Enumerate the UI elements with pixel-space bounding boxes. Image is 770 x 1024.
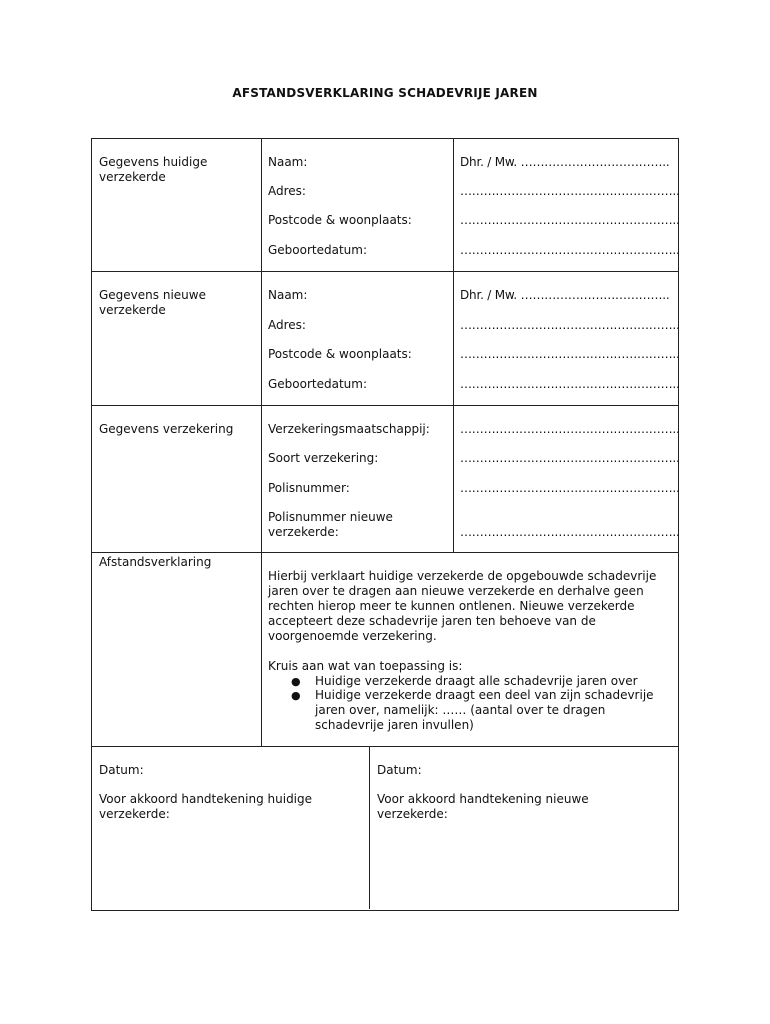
field-value-polisnummer[interactable]: ……………………………………………….. [460, 481, 680, 495]
page-title: AFSTANDSVERKLARING SCHADEVRIJE JAREN [232, 86, 538, 100]
section-heading-huidige: Gegevens huidige verzekerde [99, 155, 208, 184]
section-heading-afstand: Afstandsverklaring [99, 555, 212, 569]
row-divider [92, 746, 678, 747]
field-value-geboortedatum[interactable]: ……………………………………………….. [460, 377, 680, 391]
field-label-polisnummer-nieuw: Polisnummer nieuwe verzekerde: [268, 510, 393, 539]
choose-instruction: Kruis aan wat van toepassing is: [268, 659, 463, 673]
field-value-maatschappij[interactable]: ……………………………………………….. [460, 422, 680, 436]
field-value-geboortedatum[interactable]: ……………………………………………….. [460, 243, 680, 257]
field-value-postcode[interactable]: ……………………………………………….. [460, 347, 680, 361]
declaration-paragraph: Hierbij verklaart huidige verzekerde de opgebouwde schadevrije jaren over te dragen aan nieuwe verzekerde en derhalve geen rechten hierop meer te kunnen ontlenen. Nieuwe verzekerde accepteert deze schadevrije jaren ten behoeve van de voorgenoemde verzekering. [268, 569, 657, 643]
signature-left-label[interactable]: Voor akkoord handtekening huidige verzekerde: [99, 792, 313, 821]
field-label-geboortedatum: Geboortedatum: [268, 243, 368, 257]
option-all-years[interactable]: Huidige verzekerde draagt alle schadevrije jaren over [315, 674, 638, 688]
field-label-adres: Adres: [268, 184, 306, 198]
field-label-maatschappij: Verzekeringsmaatschappij: [268, 422, 430, 436]
field-value-naam[interactable]: Dhr. / Mw. ……………………………….. [460, 288, 670, 302]
bullet-icon: ● [291, 689, 301, 702]
row-divider [92, 552, 678, 553]
field-value-naam[interactable]: Dhr. / Mw. ……………………………….. [460, 155, 670, 169]
section-heading-nieuwe: Gegevens nieuwe verzekerde [99, 288, 206, 317]
field-value-adres[interactable]: ……………………………………………….. [460, 318, 680, 332]
section-heading-verzekering: Gegevens verzekering [99, 422, 234, 436]
field-value-adres[interactable]: ……………………………………………….. [460, 184, 680, 198]
signature-left-date[interactable]: Datum: [99, 763, 144, 777]
field-label-adres: Adres: [268, 318, 306, 332]
column-divider [369, 746, 370, 909]
field-label-geboortedatum: Geboortedatum: [268, 377, 368, 391]
signature-right-label[interactable]: Voor akkoord handtekening nieuwe verzekerde: [377, 792, 589, 821]
bullet-icon: ● [291, 675, 301, 688]
column-divider [453, 139, 454, 552]
field-value-postcode[interactable]: ……………………………………………….. [460, 213, 680, 227]
column-divider [261, 139, 262, 746]
field-label-soort: Soort verzekering: [268, 451, 379, 465]
signature-right-date[interactable]: Datum: [377, 763, 422, 777]
field-label-postcode: Postcode & woonplaats: [268, 347, 412, 361]
field-value-polisnummer-nieuw[interactable]: ……………………………………………….. [460, 525, 680, 539]
row-divider [92, 271, 678, 272]
field-label-naam: Naam: [268, 288, 308, 302]
option-partial-years[interactable]: Huidige verzekerde draagt een deel van zijn schadevrije jaren over, namelijk: …… (aantal over te dragen schadevrije jaren invullen) [315, 688, 654, 732]
field-label-polisnummer: Polisnummer: [268, 481, 350, 495]
field-value-soort[interactable]: ……………………………………………….. [460, 451, 680, 465]
field-label-postcode: Postcode & woonplaats: [268, 213, 412, 227]
row-divider [92, 405, 678, 406]
field-label-naam: Naam: [268, 155, 308, 169]
